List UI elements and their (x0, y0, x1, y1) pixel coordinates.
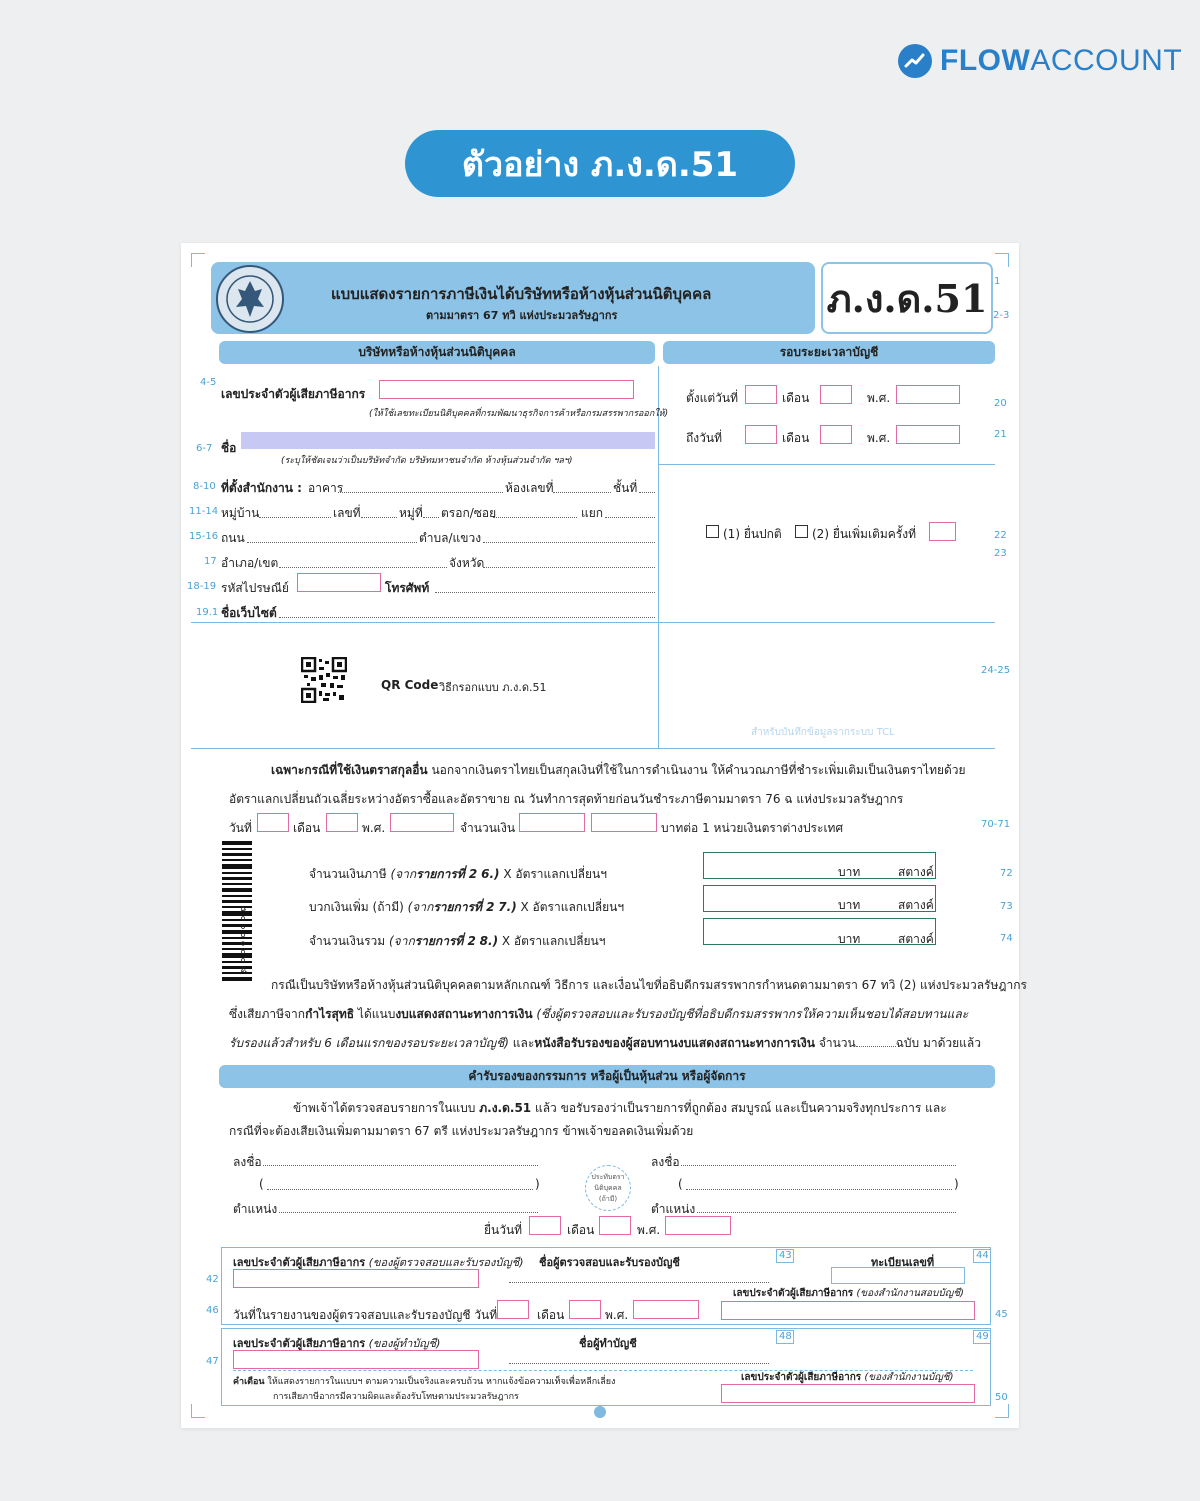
normal-filing-checkbox[interactable] (706, 525, 719, 538)
baht-label: บาท (838, 932, 861, 946)
row-num: 70-71 (981, 819, 1011, 830)
moo-label: หมู่ที่ (399, 506, 423, 520)
row-num: 23 (994, 548, 1007, 559)
village-label: หมู่บ้าน (221, 506, 260, 520)
filed-month[interactable] (599, 1216, 631, 1235)
calc-row-2: บวกเงินเพิ่ม (ถ้ามี) (จากรายการที่ 2 7.) X อัตราแลกเปลี่ยนฯ (309, 900, 625, 914)
gaap-line-3: รับรองแล้วสำหรับ 6 เดือนแรกของรอบระยะเวลาบัญชี) และหนังสือรับรองของผู้สอบทานงบแสดงสถานะทางการเงิน จำนวน ฉบับ มาด้วยแล้ว (229, 1036, 981, 1050)
row-num: 46 (206, 1305, 219, 1316)
paren-open: ( (678, 1177, 683, 1191)
gaap-line-2: ซึ่งเสียภาษีจากกำไรสุทธิ ได้แนบงบแสดงสถานะทางการเงิน (ซึ่งผู้ตรวจสอบและรับรองบัญชีที่อธิบดีกรมสรรพากรให้ความเห็นชอบได้สอบทานและ (229, 1007, 969, 1021)
office-label: ที่ตั้งสำนักงาน : (221, 481, 302, 495)
form-title: แบบแสดงรายการภาษีเงินได้บริษัทหรือห้างหุ้นส่วนนิติบุคคล (331, 285, 712, 303)
extra-filing-label: (2) ยื่นเพิ่มเติมครั้งที่ (812, 527, 917, 541)
row-num: 11-14 (189, 506, 219, 517)
fx-per-unit: บาทต่อ 1 หน่วยเงินตราต่างประเทศ (661, 821, 844, 835)
flowaccount-logo (898, 44, 1182, 78)
auditor-tax-id-label: เลขประจำตัวผู้เสียภาษีอากร (ของผู้ตรวจสอบและรับรองบัญชี) (233, 1256, 524, 1269)
accountant-tax-id-label: เลขประจำตัวผู้เสียภาษีอากร (ของผู้ทำบัญชี) (233, 1337, 441, 1350)
tax-id-label: เลขประจำตัวผู้เสียภาษีอากร (221, 387, 366, 401)
qr-desc: วิธีกรอกแบบ ภ.ง.ด.51 (439, 681, 547, 694)
baht-label: บาท (838, 898, 861, 912)
phone-label: โทรศัพท์ (385, 581, 430, 595)
row-num: 21 (994, 429, 1007, 440)
revenue-department-emblem (216, 265, 284, 333)
accounting-office-tax-id-input[interactable] (721, 1384, 975, 1403)
logo-text-account: ACCOUNT (1030, 44, 1183, 77)
row-num: 42 (206, 1274, 219, 1285)
period-from-day[interactable] (745, 385, 777, 404)
floor-label: ชั้นที่ (613, 481, 638, 495)
audit-office-tax-id-input[interactable] (721, 1301, 975, 1320)
fx-year[interactable] (390, 813, 454, 832)
filed-year[interactable] (665, 1216, 731, 1235)
province-label: จังหวัด (449, 556, 485, 570)
baht-label: บาท (838, 865, 861, 879)
row-num: 6-7 (196, 443, 213, 454)
road-label: ถนน (221, 531, 245, 545)
fx-year-label: พ.ศ. (362, 821, 386, 835)
row-num: 8-10 (193, 481, 216, 492)
period-to-day[interactable] (745, 425, 777, 444)
barcode-digits: ๕ ๐ ๐ ๐ ๐ ๐ ๐ ๘ (238, 906, 248, 973)
fx-amount-dec[interactable] (591, 813, 657, 832)
filed-day[interactable] (529, 1216, 561, 1235)
paren-open: ( (259, 1177, 264, 1191)
satang-label: สตางค์ (898, 932, 934, 946)
auditor-reg-input[interactable] (831, 1267, 965, 1284)
row-num: 45 (995, 1309, 1008, 1320)
form-subtitle: ตามมาตรา 67 ทวิ แห่งประมวลรัษฎากร (426, 309, 618, 322)
postcode-label: รหัสไปรษณีย์ (221, 581, 289, 595)
period-from-month-label: เดือน (782, 391, 810, 405)
row-num: 73 (1000, 901, 1013, 912)
period-to-label: ถึงวันที่ (686, 431, 722, 445)
satang-label: สตางค์ (898, 865, 934, 879)
split-label: แยก (581, 506, 604, 520)
logo-text-flow: FLOW (940, 44, 1031, 77)
report-month[interactable] (569, 1300, 601, 1319)
period-to-month[interactable] (820, 425, 852, 444)
calc-row-3: จำนวนเงินรวม (จากรายการที่ 2 8.) X อัตราแลกเปลี่ยนฯ (309, 934, 606, 948)
row-num: 17 (204, 556, 217, 567)
page-dot (594, 1406, 606, 1418)
audit-office-tax-id-label: เลขประจำตัวผู้เสียภาษีอากร (ของสำนักงานสอบบัญชี) (733, 1288, 964, 1299)
auditor-reg-label: ทะเบียนเลขที่ (871, 1256, 935, 1269)
subdistrict-label: ตำบล/แขวง (419, 531, 482, 545)
row-num: 15-16 (189, 531, 219, 542)
period-from-month[interactable] (820, 385, 852, 404)
period-from-label: ตั้งแต่วันที่ (686, 391, 739, 405)
num-box-49: 49 (973, 1330, 991, 1344)
row-num: 22 (994, 530, 1007, 541)
sign-left-label: ลงชื่อ (233, 1155, 262, 1169)
room-label: ห้องเลขที่ (505, 481, 554, 495)
fx-month-label: เดือน (293, 821, 321, 835)
warning-text-1: คำเตือน ให้แสดงรายการในแบบฯ ตามความเป็นจริงและครบถ้วน หากแจ้งข้อความเท็จเพื่อหลีกเลี่ยง (233, 1377, 616, 1387)
tax-form-sheet (181, 243, 1027, 1428)
tax-id-input[interactable] (379, 380, 634, 399)
extra-filing-count[interactable] (929, 522, 956, 541)
cert-line-2: กรณีที่จะต้องเสียเงินเพิ่มตามมาตรา 67 ตรี แห่งประมวลรัษฎากร ข้าพเจ้าขอลดเงินเพิ่มด้วย (229, 1124, 694, 1138)
filed-year-label: พ.ศ. (637, 1223, 661, 1237)
extra-filing-checkbox[interactable] (795, 525, 808, 538)
report-day[interactable] (497, 1300, 529, 1319)
filed-month-label: เดือน (567, 1223, 595, 1237)
company-stamp-circle: ประทับตรา นิติบุคคล (ถ้ามี) (585, 1165, 631, 1211)
trend-up-icon (898, 44, 932, 78)
foreign-line-1: เฉพาะกรณีที่ใช้เงินตราสกุลอื่น นอกจากเงินตราไทยเป็นสกุลเงินที่ใช้ในการดำเนินงาน ให้คำนวณภาษีที่ชำระเพิ่มเติมเป็นเงินตราไทยด้วย (271, 763, 966, 777)
row-num: 50 (995, 1392, 1008, 1403)
filed-day-label: ยื่นวันที่ (484, 1223, 523, 1237)
auditor-name-label: ชื่อผู้ตรวจสอบและรับรองบัญชี (539, 1256, 680, 1269)
section-certification: คำรับรองของกรรมการ หรือผู้เป็นหุ้นส่วน หรือผู้จัดการ (219, 1065, 995, 1088)
num-box-48: 48 (776, 1330, 794, 1344)
period-to-year-label: พ.ศ. (867, 431, 891, 445)
postcode-input[interactable] (297, 573, 381, 592)
tcl-note: สำหรับบันทึกข้อมูลจากระบบ TCL (751, 727, 895, 738)
fx-day[interactable] (257, 813, 289, 832)
period-from-year[interactable] (896, 385, 960, 404)
number-label: เลขที่ (333, 506, 361, 520)
example-title-pill: ตัวอย่าง ภ.ง.ด.51 (405, 130, 795, 197)
period-from-year-label: พ.ศ. (867, 391, 891, 405)
report-date-label: วันที่ในรายงานของผู้ตรวจสอบและรับรองบัญชี วันที่ (233, 1308, 498, 1322)
period-to-month-label: เดือน (782, 431, 810, 445)
district-label: อำเภอ/เขต (221, 556, 279, 570)
form-code-box (821, 262, 993, 334)
position-right-label: ตำแหน่ง (651, 1202, 696, 1216)
row-num: 24-25 (981, 665, 1011, 676)
fx-day-label: วันที่ (229, 821, 252, 835)
section-company: บริษัทหรือห้างหุ้นส่วนนิติบุคคล (219, 341, 655, 364)
row-num: 47 (206, 1356, 219, 1367)
fx-amount-label: จำนวนเงิน (460, 821, 516, 835)
qr-code[interactable] (301, 657, 347, 703)
cert-line-1: ข้าพเจ้าได้ตรวจสอบรายการในแบบ ภ.ง.ด.51 แล้ว ขอรับรองว่าเป็นรายการที่ถูกต้อง สมบูรณ์ และเป็นความจริงทุกประการ และ (293, 1101, 947, 1115)
row-num: 2-3 (993, 310, 1010, 321)
accountant-tax-id-input[interactable] (233, 1350, 479, 1369)
paren-close: ) (535, 1177, 540, 1191)
row-num: 20 (994, 398, 1007, 409)
row-num: 72 (1000, 868, 1013, 879)
name-note: (ระบุให้ชัดเจนว่าเป็นบริษัทจำกัด บริษัทมหาชนจำกัด ห้างหุ้นส่วนจำกัด ฯลฯ) (281, 456, 573, 466)
building-label: อาคาร (308, 481, 344, 495)
report-year[interactable] (633, 1300, 699, 1319)
sign-right-label: ลงชื่อ (651, 1155, 680, 1169)
warning-text-2: การเสียภาษีอากรมีความผิดและต้องรับโทษตามประมวลรัษฎากร (273, 1392, 519, 1402)
report-month-label: เดือน (537, 1308, 565, 1322)
website-label: ชื่อเว็บไซต์ (221, 606, 277, 620)
num-box-44: 44 (973, 1249, 991, 1263)
tax-id-note: (ให้ใช้เลขทะเบียนนิติบุคคลที่กรมพัฒนาธุรกิจการค้าหรือกรมสรรพากรออกให้) (369, 409, 669, 419)
auditor-tax-id-input[interactable] (233, 1269, 479, 1288)
row-num: 74 (1000, 933, 1013, 944)
fx-month[interactable] (326, 813, 358, 832)
position-left-label: ตำแหน่ง (233, 1202, 278, 1216)
fx-amount-int[interactable] (519, 813, 585, 832)
section-period: รอบระยะเวลาบัญชี (663, 341, 995, 364)
accountant-name-label: ชื่อผู้ทำบัญชี (579, 1337, 637, 1350)
report-year-label: พ.ศ. (605, 1308, 629, 1322)
normal-filing-label: (1) ยื่นปกติ (723, 527, 782, 541)
qr-label: QR Code (381, 678, 439, 692)
row-num: 4-5 (200, 377, 217, 388)
soi-label: ตรอก/ซอย (441, 506, 497, 520)
row-num: 18-19 (187, 581, 217, 592)
gaap-line-1: กรณีเป็นบริษัทหรือห้างหุ้นส่วนนิติบุคคลตามหลักเกณฑ์ วิธีการ และเงื่อนไขที่อธิบดีกรมสรรพากรกำหนดตามมาตรา 67 ทวิ (2) แห่งประมวลรัษฎากร (271, 978, 1027, 992)
paren-close: ) (954, 1177, 959, 1191)
row-num: 1 (994, 276, 1001, 287)
period-to-year[interactable] (896, 425, 960, 444)
row-num: 19.1 (196, 607, 219, 618)
accounting-office-tax-id-label: เลขประจำตัวผู้เสียภาษีอากร (ของสำนักงานบัญชี) (741, 1372, 954, 1383)
form-code: ภ.ง.ด.51 (826, 275, 988, 321)
satang-label: สตางค์ (898, 898, 934, 912)
calc-row-1: จำนวนเงินภาษี (จากรายการที่ 2 6.) X อัตราแลกเปลี่ยนฯ (309, 867, 607, 881)
name-label: ชื่อ (221, 441, 237, 455)
company-name-input[interactable] (241, 432, 655, 449)
foreign-line-2: อัตราแลกเปลี่ยนถัวเฉลี่ยระหว่างอัตราซื้อและอัตราขาย ณ วันทำการสุดท้ายก่อนวันชำระภาษีตามมาตรา 76 ฉ แห่งประมวลรัษฎากร (229, 792, 904, 806)
num-box-43: 43 (776, 1249, 794, 1263)
